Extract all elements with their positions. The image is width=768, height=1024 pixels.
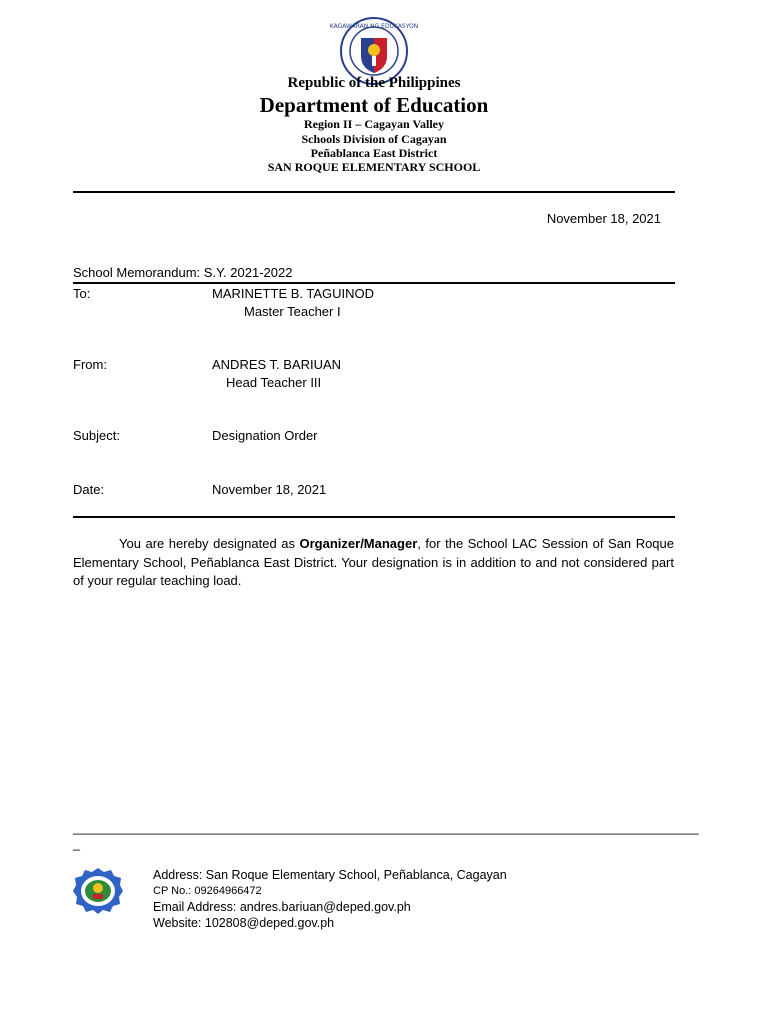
memo-body-divider: [73, 516, 675, 518]
to-label: To:: [73, 286, 91, 301]
footer-website[interactable]: Website: 102808@deped.gov.ph: [153, 916, 335, 930]
svg-text:KAGAWARAN NG EDUKASYON: KAGAWARAN NG EDUKASYON: [329, 23, 419, 30]
memo-date-top: November 18, 2021: [546, 211, 661, 226]
footer-address: Address: San Roque Elementary School, Peñablanca, Cagayan: [153, 868, 507, 882]
footer-cp: CP No.: 09264966472: [153, 885, 262, 897]
body-paragraph: [73, 535, 674, 591]
school-line: SAN ROQUE ELEMENTARY SCHOOL: [267, 160, 481, 174]
body-role: Organizer/Manager: [299, 536, 418, 551]
republic-title: Republic of the Philippines: [287, 75, 461, 91]
from-name: ANDRES T. BARIUAN: [212, 357, 342, 372]
memo-title-divider: [73, 282, 675, 284]
to-name: MARINETTE B. TAGUINOD: [212, 286, 375, 301]
memorandum-title: School Memorandum: S.Y. 2021-2022: [73, 265, 293, 280]
from-label: From:: [73, 357, 107, 372]
body-prefix: You are hereby designated as: [119, 536, 300, 551]
footer-email[interactable]: Email Address: andres.bariuan@deped.gov.ph: [153, 900, 411, 914]
district-line: Peñablanca East District: [310, 146, 438, 160]
from-position: Head Teacher III: [226, 375, 322, 390]
footer-rule-tail: _: [73, 837, 80, 851]
body-suffix: , for the School LAC Session of San Roque Elementary School, Peñablanca East District. Your designation is in addition to and not considered part of your regular teaching load.: [73, 536, 675, 588]
school-logo: [72, 866, 124, 914]
to-position: Master Teacher I: [244, 304, 341, 319]
region-line: Region II – Cagayan Valley: [303, 117, 445, 131]
footer-rule: __________________________________________________________________________________________: [73, 821, 699, 835]
date-value: November 18, 2021: [212, 482, 327, 497]
date-label: Date:: [73, 482, 105, 497]
subject-value: Designation Order: [212, 428, 318, 443]
header-divider: [73, 191, 675, 193]
department-title: Department of Education: [259, 93, 489, 117]
division-line: Schools Division of Cagayan: [301, 132, 447, 146]
subject-label: Subject:: [73, 428, 120, 443]
